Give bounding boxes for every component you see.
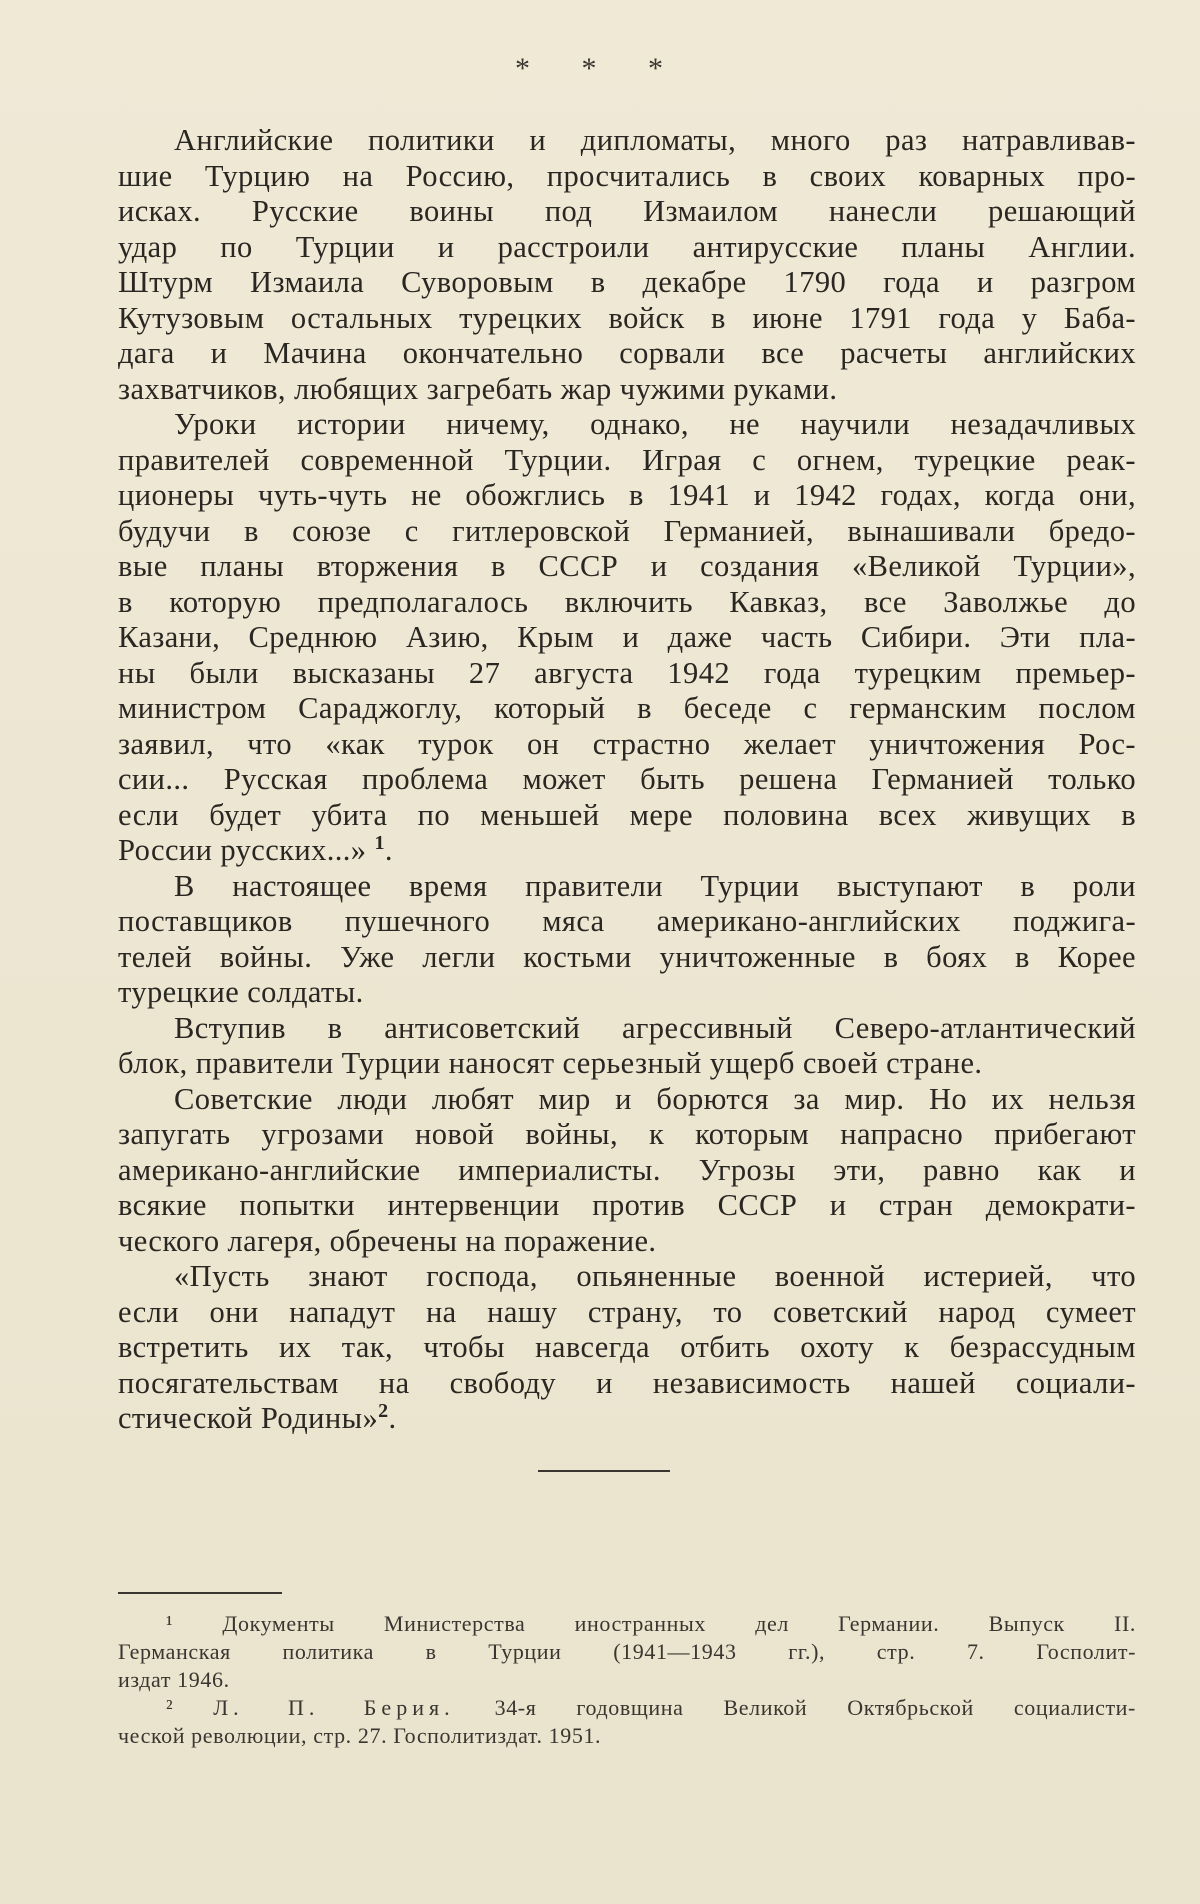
- section-asterism: * * *: [515, 52, 685, 85]
- footnote-ref-2: 2: [378, 1399, 389, 1422]
- text-line: будучи в союзе с гитлеровской Германией, вынашивали бредо-: [118, 513, 1136, 548]
- text-line: министром Сараджоглу, который в беседе с германским послом: [118, 691, 1136, 725]
- text-line: ческого лагеря, обречены на поражение.: [118, 1223, 657, 1258]
- text-line: России русских...» $^1$.: [118, 831, 393, 867]
- text-line: телей войны. Уже легли костьми уничтоженные в боях в Корее: [118, 939, 1136, 974]
- text-line: сии... Русская проблема может быть решена Германией только: [118, 762, 1136, 796]
- footnote-line: ¹ Документы Министерства иностранных дел Германии. Выпуск II.: [166, 1611, 1136, 1636]
- section-end-rule: [538, 1470, 670, 1472]
- text-line: заявил, что «как турок он страстно желает уничтожения Рос-: [118, 726, 1136, 761]
- text-line: дага и Мачина окончательно сорвали все расчеты английских: [118, 336, 1136, 370]
- text-line: посягательствам на свободу и независимость нашей социали-: [118, 1365, 1136, 1400]
- footnote-1: [118, 1610, 1136, 1694]
- text-line: стической Родины»$^2$.: [118, 1399, 397, 1435]
- text-line: ционеры чуть-чуть не обожглись в 1941 и 1942 годах, когда они,: [118, 478, 1136, 512]
- footnote-line: ческой революции, стр. 27. Госполитиздат. 1951.: [118, 1723, 602, 1748]
- footnote-ref-1: 1: [374, 831, 385, 854]
- text-fragment: стической Родины»: [118, 1401, 379, 1435]
- text-line: Штурм Измаила Суворовым в декабре 1790 года и разгром: [118, 265, 1136, 299]
- text-line: Уроки истории ничему, однако, не научили незадачливых: [174, 407, 1136, 441]
- text-line: вые планы вторжения в СССР и создания «Великой Турции»,: [118, 549, 1136, 583]
- text-line: если они нападут на нашу страну, то советский народ сумеет: [118, 1294, 1136, 1329]
- text-line: если будет убита по меньшей мере половина всех живущих в: [118, 797, 1136, 832]
- text-line: «Пусть знают господа, опьяненные военной истерией, что: [174, 1259, 1136, 1293]
- text-line: всякие попытки интервенции против СССР и стран демократи-: [118, 1188, 1136, 1222]
- text-line: Казани, Среднюю Азию, Крым и даже часть Сибири. Эти пла-: [118, 620, 1136, 654]
- text-line: поставщиков пушечного мяса американо-английских поджига-: [118, 904, 1136, 938]
- text-line: Кутузовым остальных турецких войск в июне 1791 года у Баба-: [118, 300, 1136, 335]
- footnote-mark: ²: [166, 1695, 174, 1720]
- text-line: блок, правители Турции наносят серьезный ущерб своей стране.: [118, 1046, 983, 1080]
- text-line: ны были высказаны 27 августа 1942 года турецким премьер-: [118, 655, 1136, 690]
- text-line: правителей современной Турции. Играя с огнем, турецкие реак-: [118, 442, 1136, 477]
- text-line: захватчиков, любящих загребать жар чужими руками.: [118, 371, 838, 406]
- text-line: в которую предполагалось включить Кавказ, все Заволжье до: [118, 584, 1136, 619]
- footnote-author: Л. П. Берия.: [213, 1695, 455, 1720]
- footnotes: [118, 1610, 1136, 1750]
- footnote-2: [118, 1694, 1136, 1750]
- text-line: встретить их так, чтобы навсегда отбить охоту к безрассудным: [118, 1330, 1136, 1364]
- footnote-text: 34-я годовщина Великой Октябрьской социалисти-: [454, 1695, 1136, 1720]
- text-line: американо-английские империалисты. Угрозы эти, равно как и: [118, 1152, 1136, 1187]
- text-line: исках. Русские воины под Измаилом нанесли решающий: [118, 194, 1136, 228]
- footnote-line: Германская политика в Турции (1941—1943 гг.), стр. 7. Госполит-: [118, 1639, 1136, 1664]
- text-line: шие Турцию на Россию, просчитались в своих коварных про-: [118, 158, 1136, 193]
- text-line: Советские люди любят мир и борются за мир. Но их нельзя: [174, 1081, 1136, 1116]
- footnote-line: издат 1946.: [118, 1667, 230, 1692]
- footnote-line: [118, 1694, 1136, 1722]
- text-line: удар по Турции и расстроили антирусские планы Англии.: [118, 229, 1136, 264]
- text-line: Английские политики и дипломаты, много раз натравливав-: [174, 123, 1136, 157]
- text-line: Вступив в антисоветский агрессивный Северо-атлантический: [174, 1010, 1136, 1045]
- body-text: [118, 123, 1136, 1437]
- text-fragment: России русских...»: [118, 833, 367, 867]
- footnote-separator: [118, 1592, 282, 1594]
- text-line: турецкие солдаты.: [118, 975, 364, 1009]
- text-line: В настоящее время правители Турции выступают в роли: [174, 868, 1136, 903]
- text-line: запугать угрозами новой войны, к которым напрасно прибегают: [118, 1117, 1136, 1151]
